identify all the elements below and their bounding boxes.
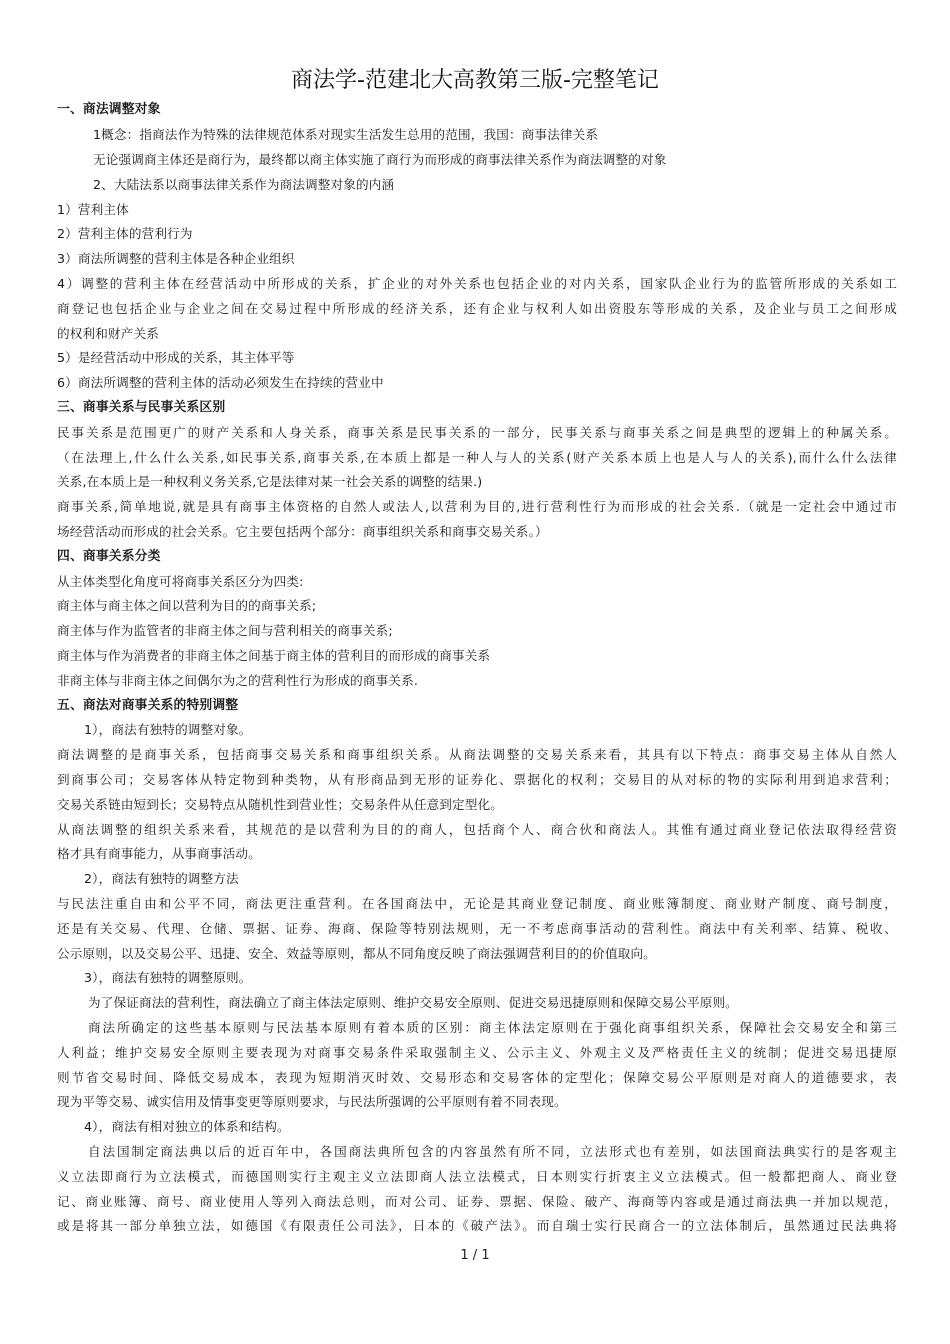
paragraph-line: 场经营活动而形成的社会关系。它主要包括两个部分：商事组织关系和商事交易关系。）	[57, 524, 548, 539]
paragraph-line: 现为平等交易、诚实信用及情事变更等原则要求，与民法所强调的公平原则有着不同表现。	[57, 1094, 567, 1109]
list-item: 4）调整的营利主体在经营活动中所形成的关系，扩企业的对外关系也包括企业的对内关系，国家队企业行为的监管所形成的关系如工	[57, 276, 897, 291]
page-number: 1 / 1	[460, 1248, 490, 1263]
paragraph-line: 非商主体与非商主体之间偶尔为之的营利性行为形成的商事关系.	[57, 673, 418, 688]
paragraph-line: 商事关系,简单地说,就是具有商事主体资格的自然人或法人,以营利为目的,进行营利性行为而形成的社会关系.（就是一定社会中通过市	[57, 499, 897, 514]
paragraph-line: 民事关系是范围更广的财产关系和人身关系，商事关系是民事关系的一部分，民事关系与商事关系之间是典型的逻辑上的种属关系。	[57, 425, 897, 440]
paragraph-line: 商登记也包括企业与企业之间在交易过程中所形成的经济关系，还有企业与权利人如出资股东等形成的关系，及企业与员工之间形成	[57, 301, 897, 316]
section-heading: 三、商事关系与民事关系区别	[57, 400, 226, 415]
subsection-heading: 2），商法有独特的调整方法	[84, 871, 239, 886]
document-title: 商法学-范建北大高教第三版-完整笔记	[291, 68, 659, 93]
paragraph-line: 商主体与商主体之间以营利为目的的商事关系;	[57, 598, 317, 613]
paragraph-line: 人利益；维护交易安全原则主要表现为对商事交易条件采取强制主义、公示主义、外观主义及严格责任主义的统制；促进交易迅捷原	[57, 1045, 897, 1060]
paragraph-line: 公示原则，以及交易公平、迅捷、安全、效益等原则，都从不同角度反映了商法强调营利目的的价值取向。	[57, 946, 656, 961]
list-item: 3）商法所调整的营利主体是各种企业组织	[57, 251, 295, 266]
paragraph-line: 则节省交易时间、降低交易成本，表现为短期消灭时效、交易形态和交易客体的定型化；保障交易公平原则是对商人的道德要求，表	[57, 1070, 897, 1085]
paragraph-line: 或是将其一部分单独立法，如德国《有限责任公司法》，日本的《破产法》。而自瑞士实行民商合一的立法体制后，虽然通过民法典将	[57, 1218, 897, 1233]
paragraph-line: 商主体与作为消费者的非商主体之间基于商主体的营利目的而形成的商事关系	[57, 648, 491, 663]
subsection-heading: 1），商法有独特的调整对象。	[84, 722, 252, 737]
paragraph-line: 商法所确定的这些基本原则与民法基本原则有着本质的区别：商主体法定原则在于强化商事组织关系，保障社会交易安全和第三	[88, 1020, 897, 1035]
paragraph-line: 商法调整的是商事关系，包括商事交易关系和商事组织关系。从商法调整的交易关系来看，其具有以下特点：商事交易主体从自然人	[57, 747, 897, 762]
paragraph-line: 还是有关交易、代理、仓储、票据、证券、海商、保险等特别法规则，无一不考虑商事活动的营利性。商法中有关利率、结算、税收、	[57, 921, 897, 936]
paragraph-line: 无论强调商主体还是商行为，最终都以商主体实施了商行为而形成的商事法律关系作为商法调整的对象	[93, 152, 667, 167]
paragraph-line: 义立法即商行为立法模式，而德国则实行主观主义立法即商人法立法模式，日本则实行折衷主义立法模式。但一般都把商人、商业登	[57, 1169, 897, 1184]
list-item: 1）营利主体	[57, 202, 129, 217]
subsection-heading: 4），商法有相对独立的体系和结构。	[84, 1119, 290, 1134]
subsection-heading: 3），商法有独特的调整原则。	[84, 970, 252, 985]
paragraph-line: 的权利和财产关系	[57, 326, 159, 341]
paragraph-line: 与民法注重自由和公平不同，商法更注重营利。在各国商法中，无论是其商业登记制度、商业账簿制度、商业财产制度、商号制度，	[57, 896, 897, 911]
paragraph-line: （在法理上,什么什么关系,如民事关系,商事关系,在本质上都是一种人与人的关系(财产关系本质上也是人与人的关系),而什么什么法律	[57, 450, 897, 465]
paragraph-line: 到商事公司；交易客体从特定物到种类物，从有形商品到无形的证券化、票据化的权利；交易目的从对标的物的实际利用到追求营利；	[57, 772, 897, 787]
paragraph-line: 为了保证商法的营利性，商法确立了商主体法定原则、维护交易安全原则、促进交易迅捷原则和保障交易公平原则。	[88, 995, 738, 1010]
list-item: 2）营利主体的营利行为	[57, 226, 193, 241]
section-heading: 一、商法调整对象	[57, 102, 161, 117]
list-item: 6）商法所调整的营利主体的活动必须发生在持续的营业中	[57, 375, 384, 390]
section-heading: 五、商法对商事关系的特别调整	[57, 698, 239, 713]
paragraph-line: 记、商业账簿、商号、商业使用人等列入商法总则，而对公司、证券、票据、保险、破产、海商等内容或是通过商法典一并加以规范，	[57, 1194, 897, 1209]
paragraph-line: 自法国制定商法典以后的近百年中，各国商法典所包含的内容虽然有所不同，立法形式也有差别，如法国商法典实行的是客观主	[88, 1144, 897, 1159]
paragraph-line: 从主体类型化角度可将商事关系区分为四类:	[57, 574, 304, 589]
paragraph-line: 1概念：指商法作为特殊的法律规范体系对现实生活发生总用的范围，我国：商事法律关系	[93, 127, 599, 142]
paragraph-line: 格才具有商事能力，从事商事活动。	[57, 846, 261, 861]
paragraph-line: 关系,在本质上是一种权利义务关系,它是法律对某一社会关系的调整的结果.)	[57, 474, 483, 489]
paragraph-line: 商主体与作为监管者的非商主体之间与营利相关的商事关系;	[57, 623, 393, 638]
section-heading: 四、商事关系分类	[57, 549, 161, 564]
paragraph-line: 从商法调整的组织关系来看，其规范的是以营利为目的的商人，包括商个人、商合伙和商法人。其惟有通过商业登记依法取得经营资	[57, 822, 897, 837]
paragraph-line: 交易关系链由短到长；交易特点从随机性到营业性；交易条件从任意到定型化。	[57, 797, 504, 812]
list-item: 5）是经营活动中形成的关系，其主体平等	[57, 350, 295, 365]
paragraph-line: 2、大陆法系以商事法律关系作为商法调整对象的内涵	[93, 177, 395, 192]
